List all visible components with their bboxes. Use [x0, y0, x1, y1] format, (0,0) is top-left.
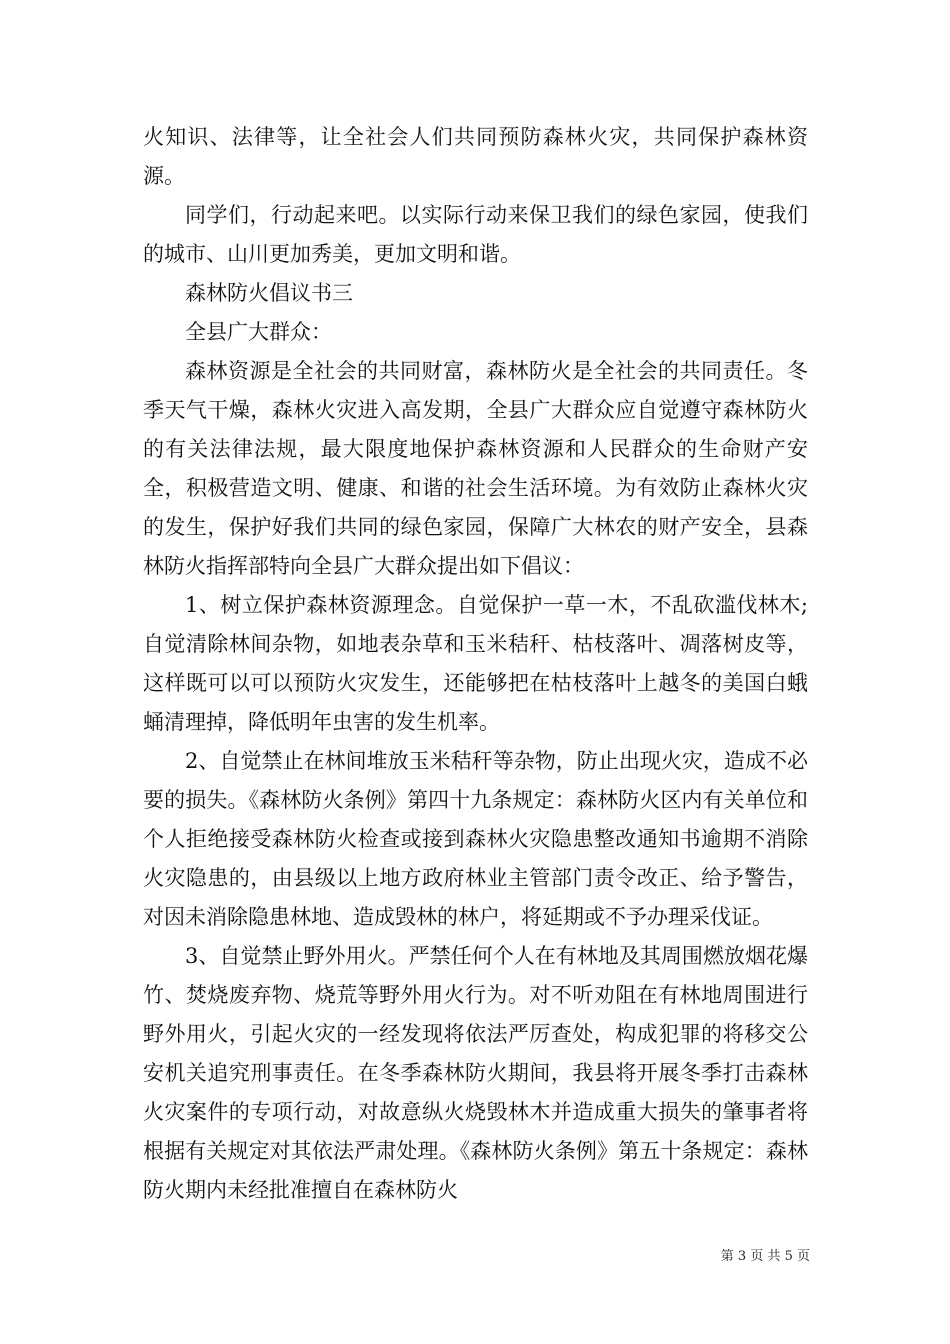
- paragraph-item-3: 3、自觉禁止野外用火。严禁任何个人在有林地及其周围燃放烟花爆竹、焚烧废弃物、烧荒等野外用火行为。对不听劝阻在有林地周围进行野外用火，引起火灾的一经发现将依法严厉查处，构成犯罪的将移交公安机关追究刑事责任。在冬季森林防火期间，我县将开展冬季打击森林火灾案件的专项行动，对故意纵火烧毁林木并造成重大损失的肇事者将根据有关规定对其依法严肃处理。《森林防火条例》第五十条规定：森林防火期内未经批准擅自在森林防火: [143, 944, 808, 1202]
- document-body: [143, 118, 808, 1210]
- paragraph-1: 火知识、法律等，让全社会人们共同预防森林火灾，共同保护森林资源。: [143, 125, 808, 188]
- paragraph-2: 同学们，行动起来吧。以实际行动来保卫我们的绿色家园，使我们的城市、山川更加秀美，更加文明和谐。: [143, 203, 808, 266]
- paragraph-intro: 森林资源是全社会的共同财富，森林防火是全社会的共同责任。冬季天气干燥，森林火灾进入高发期，全县广大群众应自觉遵守森林防火的有关法律法规，最大限度地保护森林资源和人民群众的生命财产安全，积极营造文明、健康、和谐的社会生活环境。为有效防止森林火灾的发生，保护好我们共同的绿色家园，保障广大林农的财产安全，县森林防火指挥部特向全县广大群众提出如下倡议：: [143, 359, 808, 578]
- page-number: 第 3 页 共 5 页: [720, 1249, 810, 1264]
- paragraph-item-2: 2、自觉禁止在林间堆放玉米秸秆等杂物，防止出现火灾，造成不必要的损失。《森林防火条例》第四十九条规定：森林防火区内有关单位和个人拒绝接受森林防火检查或接到森林火灾隐患整改通知书逾期不消除火灾隐患的，由县级以上地方政府林业主管部门责令改正、给予警告，对因未消除隐患林地、造成毁林的林户，将延期或不予办理采伐证。: [143, 749, 808, 929]
- paragraph-item-1: 1、树立保护森林资源理念。自觉保护一草一木，不乱砍滥伐林木;自觉清除林间杂物，如地表杂草和玉米秸秆、枯枝落叶、凋落树皮等，这样既可以可以预防火灾发生，还能够把在枯枝落叶上越冬的美国白蛾蛹清理掉，降低明年虫害的发生机率。: [143, 593, 808, 734]
- section-heading: 森林防火倡议书三: [185, 281, 353, 305]
- salutation: 全县广大群众：: [185, 320, 332, 344]
